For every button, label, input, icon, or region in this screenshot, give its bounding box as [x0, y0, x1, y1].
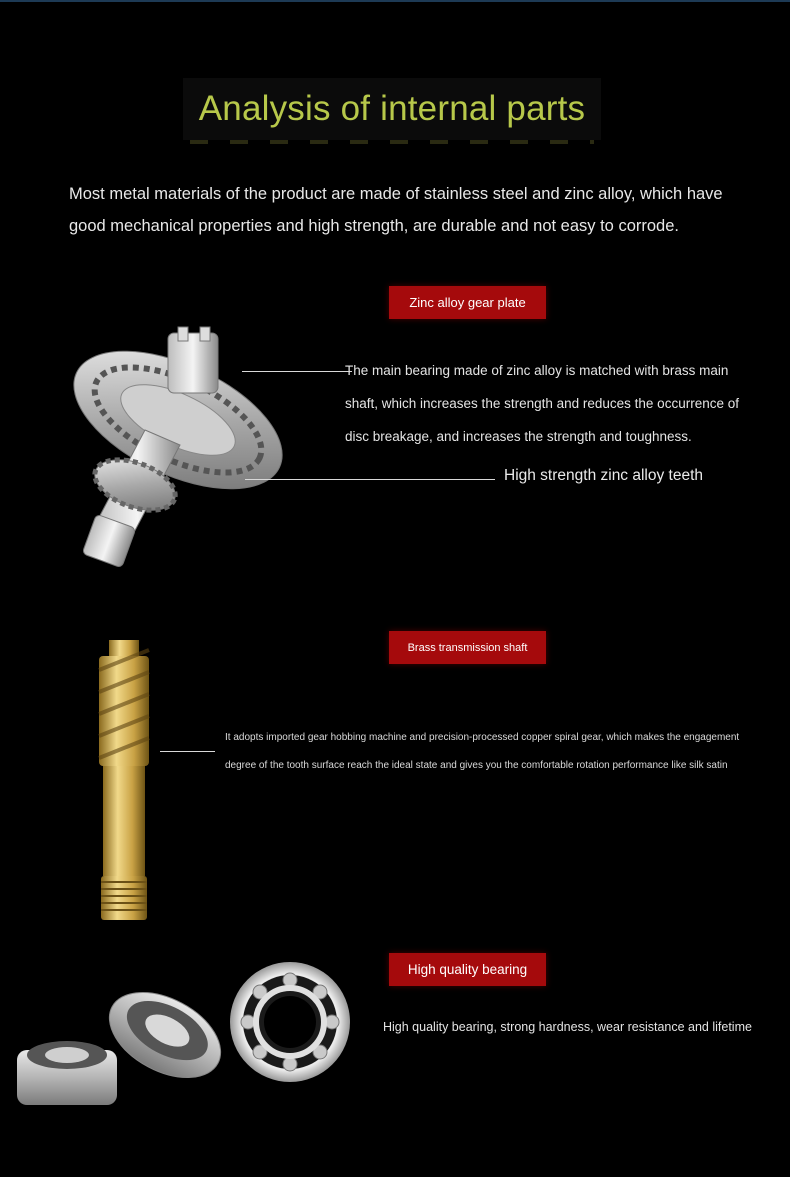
bearings-image [15, 960, 360, 1110]
bearing-description: High quality bearing, strong hardness, wear resistance and lifetime [383, 1020, 752, 1034]
page-title: Analysis of internal parts [198, 89, 586, 128]
top-border [0, 0, 790, 2]
zinc-gear-image [60, 325, 290, 575]
label-zinc-gear-text: Zinc alloy gear plate [409, 295, 526, 310]
shaft-description-line-1: It adopts imported gear hobbing machine and precision-processed copper spiral gear, which makes the engagement [225, 732, 740, 743]
label-brass-shaft [389, 631, 546, 664]
title-reflection [190, 140, 594, 144]
title-banner [183, 78, 601, 140]
shaft-description [225, 724, 785, 780]
gear-description: The main bearing made of zinc alloy is matched with brass main shaft, which increases the strength and reduces the occurrence of disc breakage, and increases the strength and toughness. [345, 363, 739, 444]
shaft-description-line-2: degree of the tooth surface reach the ideal state and gives you the comfortable rotation performance like silk satin [225, 760, 728, 771]
shaft-description-connector [160, 751, 215, 752]
label-bearing [389, 953, 546, 986]
label-zinc-gear [389, 286, 546, 319]
label-brass-shaft-text: Brass transmission shaft [407, 641, 528, 654]
brass-shaft-image [94, 640, 154, 922]
gear-description-connector [242, 371, 352, 372]
teeth-callout: High strength zinc alloy teeth [504, 467, 704, 484]
intro-text: Most metal materials of the product are made of stainless steel and zinc alloy, which have good mechanical properties and high strength, are durable and not easy to corrode. [69, 185, 723, 235]
teeth-connector [245, 479, 495, 480]
label-bearing-text: High quality bearing [407, 962, 528, 977]
